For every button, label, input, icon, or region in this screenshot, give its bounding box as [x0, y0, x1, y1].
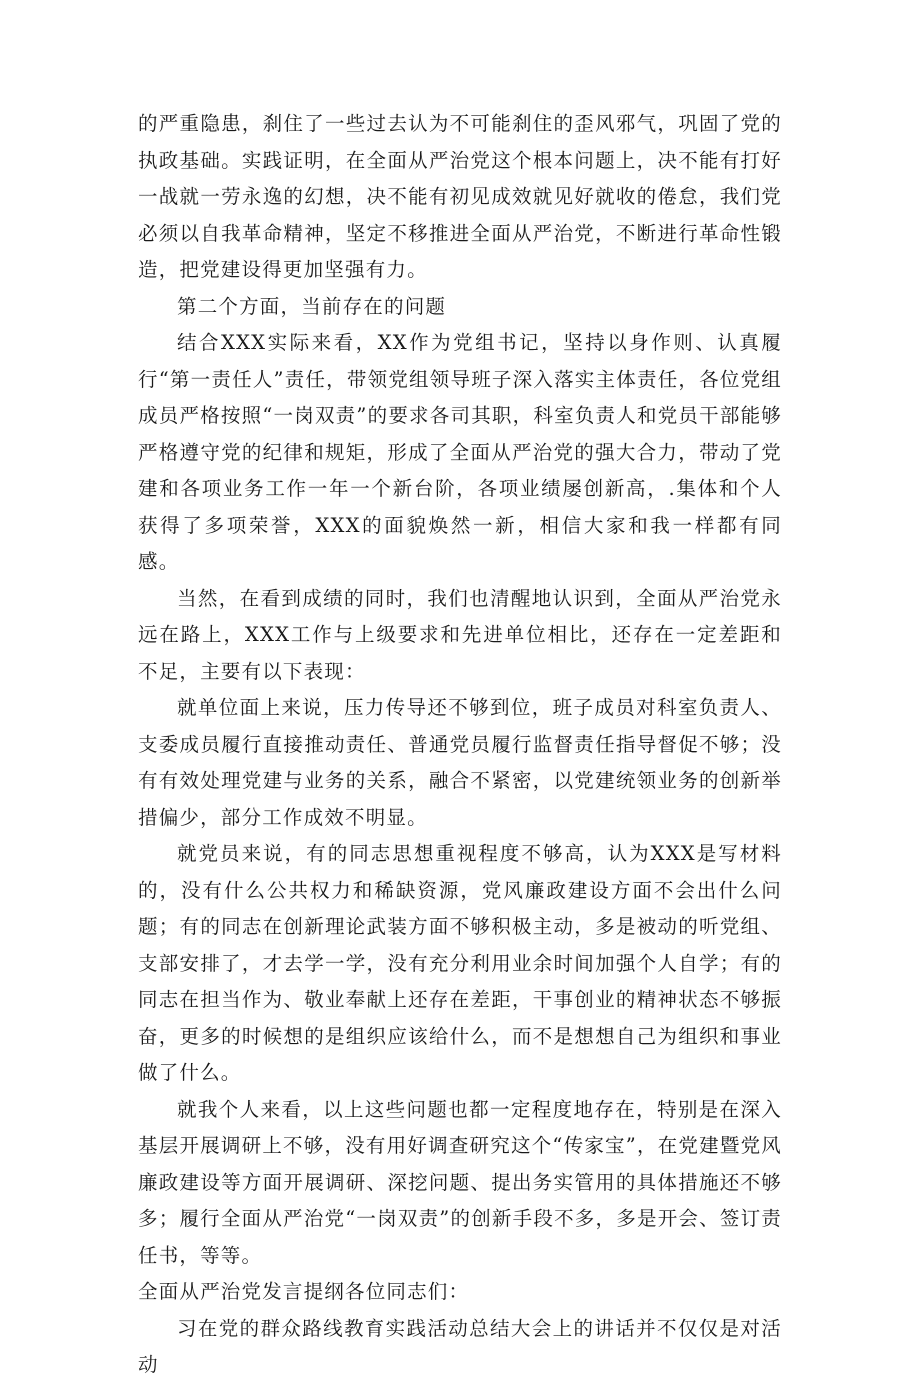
paragraph-3: 结合XXX实际来看，XX作为党组书记，坚持以身作则、认真履行“第一责任人”责任，带领党组领导班子深入落实主体责任，各位党组成员严格按照“一岗双责”的要求各司其职，科室负责人和党员干部能够严格遵守党的纪律和规矩，形成了全面从严治党的强大合力，带动了党建和各项业务工作一年一个新台阶，各项业绩屡创新高，.集体和个人获得了多项荣誉，XXX的面貌焕然一新，相信大家和我一样都有同感。 [138, 331, 782, 573]
paragraph-1: 的严重隐患，刹住了一些过去认为不可能刹住的歪风邪气，巩固了党的执政基础。实践证明，在全面从严治党这个根本问题上，决不能有打好一战就一劳永逸的幻想，决不能有初见成效就见好就收的倦怠，我们党必须以自我革命精神，坚定不移推进全面从严治党，不断进行革命性锻造，把党建设得更加坚强有力。 [138, 112, 782, 281]
paragraph-7: 就我个人来看，以上这些问题也都一定程度地存在，特别是在深入基层开展调研上不够，没有用好调查研究这个“传家宝”，在党建暨党风廉政建设等方面开展调研、深挖问题、提出务实管用的具体措施还不够多；履行全面从严治党“一岗双责”的创新手段不多，多是开会、签订责任书，等等。 [138, 1097, 782, 1267]
section-heading: 第二个方面，当前存在的问题 [177, 294, 447, 318]
paragraph-8: 全面从严治党发言提纲各位同志们： [138, 1280, 470, 1303]
paragraph-6: 就党员来说，有的同志思想重视程度不够高，认为XXX是写材料的，没有什么公共权力和稀缺资源，党风廉政建设方面不会出什么问题；有的同志在创新理论武装方面不够积极主动，多是被动的听党组、支部安排了，才去学一学，没有充分利用业余时间加强个人自学；有的同志在担当作为、敬业奉献上还存在差距，干事创业的精神状态不够振奋，更多的时候想的是组织应该给什么，而不是想想自己为组织和事业做了什么。 [138, 842, 782, 1084]
paragraph-4: 当然，在看到成绩的同时，我们也清醒地认识到，全面从严治党永远在路上，XXX工作与上级要求和先进单位相比，还存在一定差距和不足，主要有以下表现： [138, 586, 782, 683]
paragraph-5: 就单位面上来说，压力传导还不够到位，班子成员对科室负责人、支委成员履行直接推动责任、普通党员履行监督责任指导督促不够；没有有效处理党建与业务的关系，融合不紧密，以党建统领业务的创新举措偏少，部分工作成效不明显。 [138, 696, 782, 829]
paragraph-9: 习在党的群众路线教育实践活动总结大会上的讲话并不仅仅是对活动 [138, 1316, 782, 1376]
